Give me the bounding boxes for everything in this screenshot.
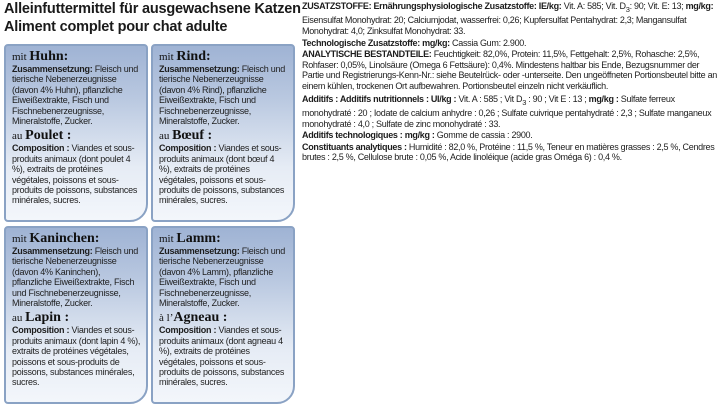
flavor-heading-fr <box>12 311 142 325</box>
composition-de <box>12 246 142 308</box>
flavor-prefix: mit <box>12 233 30 245</box>
analytic-label: Constituants analytiques : <box>302 141 407 152</box>
additives-text: Sulfate ferreux monohydraté : 20 ; Iodate de calcium anhydre : 0,26 ; Sulfate cuivrique pentahydraté : 2,3 ; Sulfate manganeux monohydraté : 4,0 ; Sulfate de zinc monohydraté : 33. <box>302 93 712 129</box>
tech-additives-de <box>302 38 718 49</box>
flavor-prefix: au <box>12 312 26 325</box>
unit-label: mg/kg : <box>588 93 619 104</box>
composition-label: Composition : <box>12 325 70 336</box>
tech-text: Cassia Gum: 2.900. <box>449 37 527 48</box>
composition-de <box>159 64 289 126</box>
additives-fr <box>302 94 718 130</box>
card-rabbit <box>4 226 148 404</box>
flavor-name: Lapin : <box>25 310 70 326</box>
composition-text: Fleisch und tierische Nebenerzeugnisse (davon 4% Kaninchen), pflanzliche Eiweißextrakte, Fisch und Fischnebenerzeugnisse, Mineralstoffe, Zucker. <box>12 246 139 309</box>
subscript: 3 <box>625 4 630 14</box>
additives-label: Additifs : Additifs nutritionnels : UI/kg : <box>302 93 457 104</box>
unit-label: mg/kg: <box>685 1 714 11</box>
composition-text: Viandes et sous-produits animaux (dont agneau 4 %), extraits de protéines végétales, poissons et sous-produits de poissons, substances minérales, sucres. <box>159 325 285 388</box>
flavor-heading-de <box>12 232 142 246</box>
flavor-prefix: au <box>12 130 26 143</box>
analytic-text: Humidité : 82,0 %, Protéine : 11,5 %, Teneur en matières grasses : 2,5 %, Cendres brutes : 2,5 %, Cellulose brute : 0,05 %, Acide linoléique (acide gras Oméga 6) : 0,4 %. <box>302 141 715 163</box>
right-column <box>302 1 718 164</box>
flavor-prefix: mit <box>12 51 30 63</box>
composition-text: Viandes et sous-produits animaux (dont lapin 4 %), extraits de protéines végétales, poissons et sous-produits de poissons, substances minérales, sucres. <box>12 325 141 388</box>
composition-label: Zusammensetzung: <box>159 64 240 74</box>
composition-fr <box>159 143 289 205</box>
composition-fr <box>159 325 289 387</box>
flavor-name: Poulet : <box>25 128 72 144</box>
composition-label: Composition : <box>12 143 70 154</box>
card-chicken <box>4 44 148 222</box>
flavor-name: Bœuf : <box>172 128 213 144</box>
composition-text: Fleisch und tierische Nebenerzeugnisse (davon 4% Huhn), pflanzliche Eiweißextrakte, Fisch und Fischnebenerzeugnisse, Mineralstoffe, Zucker. <box>12 64 139 127</box>
additives-label: ZUSATZSTOFFE: Ernährungsphysiologische Zusatzstoffe: IE/kg: <box>302 1 562 11</box>
analytic-de <box>302 49 718 91</box>
flavor-heading-fr <box>159 129 289 143</box>
flavor-name: Huhn: <box>29 49 69 64</box>
card-lamb <box>151 226 295 404</box>
flavor-heading-fr <box>159 311 289 325</box>
composition-text: Viandes et sous-produits animaux (dont poulet 4 %), extraits de protéines végétales, poissons et sous-produits de poissons, substances minérales, sucres. <box>12 143 138 206</box>
flavor-name: Lamm: <box>176 231 221 246</box>
composition-text: Fleisch und tierische Nebenerzeugnisse (davon 4% Rind), pflanzliche Eiweißextrakte, Fisch und Fischnebenerzeugnisse, Mineralstoffe, Zucker. <box>159 64 286 127</box>
tech-label: Technologische Zusatzstoffe: mg/kg: <box>302 37 450 48</box>
analytic-label: ANALYTISCHE BESTANDTEILE: <box>302 49 432 60</box>
additives-de <box>302 1 718 37</box>
composition-text: Viandes et sous-produits animaux (dont bœuf 4 %), extraits de protéines végétales, poissons et sous-produits de poissons, substances minérales, sucres. <box>159 143 285 206</box>
title-de: Alleinfuttermittel für ausgewachsene Katzen <box>4 1 301 17</box>
additives-text: Eisensulfat Monohydrat: 20; Calciumjodat, wasserfrei: 0,26; Kupfersulfat Pentahydrat: 2,3; Mangansulfat Monohydrat: 4,0; Zinksulfat Monohydrat: 33. <box>302 15 687 36</box>
analytic-text: Feuchtigkeit: 82,0%, Protein: 11,5%, Fettgehalt: 2,5%, Rohasche: 2,5%, Rohfaser: 0,05%, Linolsäure (Omega 6 Fettsäure): 0,4%. Mindestens haltbar bis Ende, Bezugsnummer der Partie und Registrierungs-Kenn-Nr.: siehe Beutelrück- oder -unterseite. Den ungeöffneten Portionsbeutel bitte an einem kühlen, trockenen Ort aufbewahren. Portionsbeutel einzeln nicht verkäuflich. <box>302 49 717 91</box>
composition-label: Zusammensetzung: <box>12 246 93 256</box>
composition-text: Fleisch und tierische Nebenerzeugnisse (davon 4% Lamm), pflanzliche Eiweißextrakte, Fisch und Fischnebenerzeugnisse, Mineralstoffe, Zucker. <box>159 246 286 309</box>
flavor-name: Agneau : <box>173 310 228 326</box>
flavor-heading-de <box>12 50 142 64</box>
left-column <box>0 0 300 404</box>
additives-text: Vit. A : 585 ; Vit D <box>456 93 523 104</box>
flavor-name: Rind: <box>176 49 211 64</box>
analytic-fr <box>302 142 718 163</box>
flavor-prefix: mit <box>159 233 177 245</box>
flavor-prefix: mit <box>159 51 177 63</box>
title-fr: Aliment complet pour chat adulte <box>4 19 228 35</box>
additives-text: : 90; Vit. E: 13; <box>629 1 686 11</box>
subscript: 3 <box>522 97 527 107</box>
composition-fr <box>12 325 142 387</box>
tech-text: Gomme de cassia : 2900. <box>434 130 533 141</box>
flavor-heading-de <box>159 50 289 64</box>
flavor-heading-de <box>159 232 289 246</box>
additives-text: : 90 ; Vit E : 13 ; <box>526 93 589 104</box>
composition-fr <box>12 143 142 205</box>
tech-additives-fr <box>302 130 718 141</box>
composition-label: Zusammensetzung: <box>12 64 93 74</box>
flavor-name: Kaninchen: <box>29 231 100 246</box>
flavor-prefix: au <box>159 130 173 143</box>
card-beef <box>151 44 295 222</box>
composition-label: Composition : <box>159 143 217 154</box>
flavor-prefix: à l’ <box>159 312 174 325</box>
composition-de <box>12 64 142 126</box>
additives-text: Vit. A: 585; Vit. D <box>561 1 626 11</box>
composition-de <box>159 246 289 308</box>
composition-label: Zusammensetzung: <box>159 246 240 256</box>
flavor-heading-fr <box>12 129 142 143</box>
composition-label: Composition : <box>159 325 217 336</box>
tech-label: Additifs technologiques : mg/kg : <box>302 130 435 141</box>
